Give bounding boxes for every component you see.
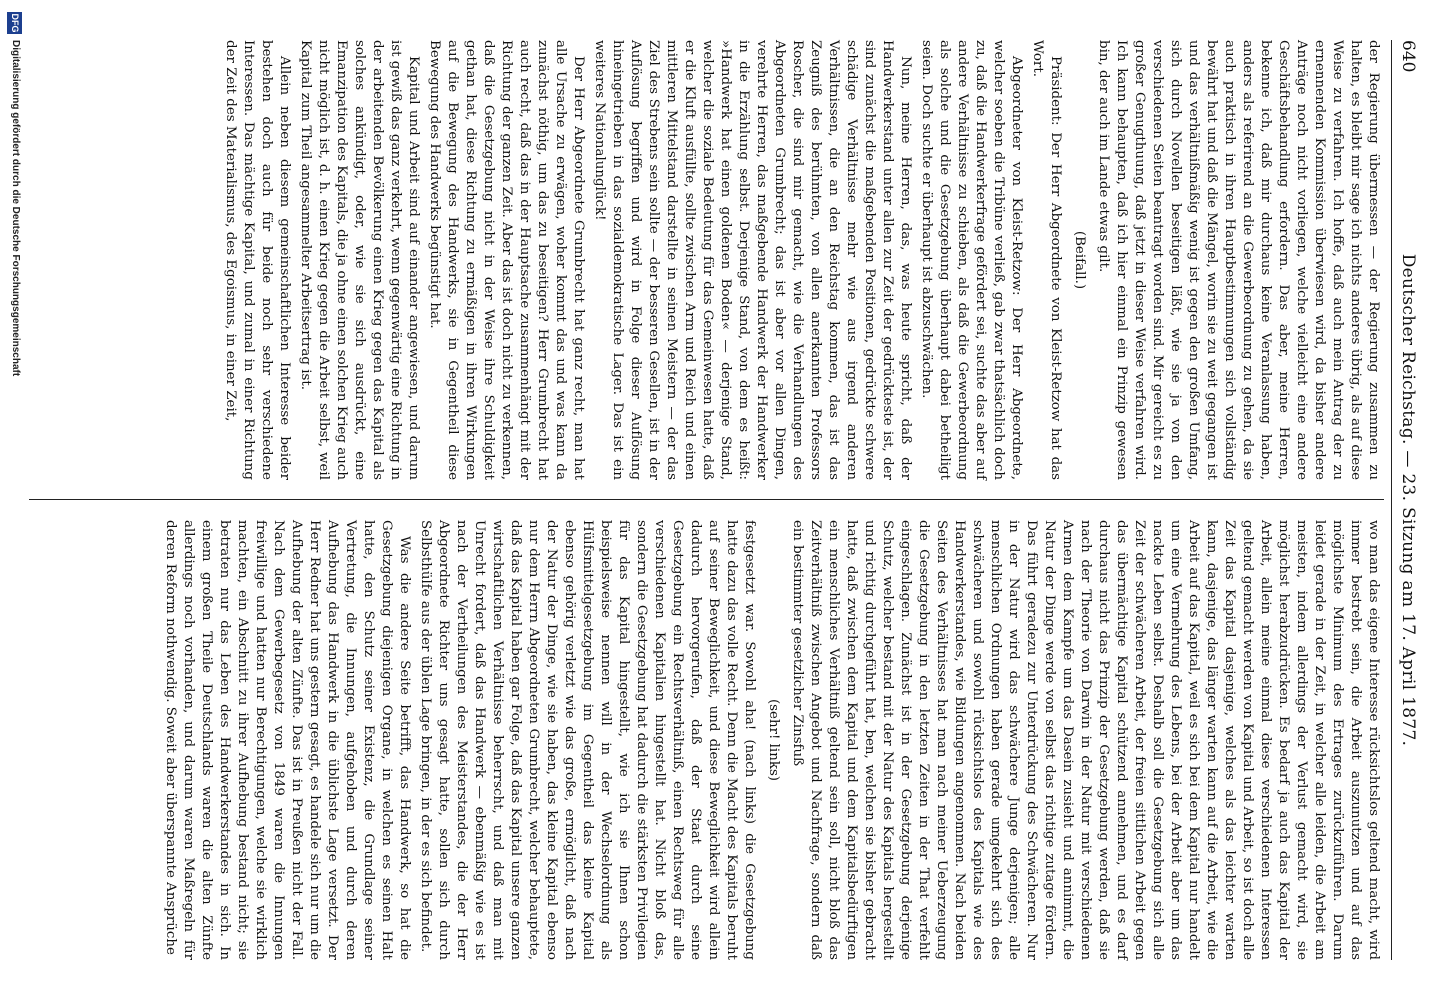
speech-paragraph: festgesetzt war. Sowohl aha! (nach links) die Gesetzgebung hatte dazu das volle Recht. Denn die Macht des Kapitals beruht auf seiner Beweglichkeit, und diese Beweglichkeit wird allein dadurch hervorgerufen, daß der Staat durch seine Gesetzgebung ein Rechtsverhältniß, einen Rechtsweg für alle verschiedenen Kapitalien hingestellt hat. Nicht bloß das, sondern die Gesetzgebung hat dadurch die stärksten Privilegien für das Kapital hingestellt, wie ich sie Ihnen schon beispielsweise nennen will in der Wechselordnung als Hülfsmittelgesetzgebung im Gegentheil das kleine Kapital ebenso gehörig verletzt wie das große, ermöglicht, daß nach der Natur der Dinge, wie sie haben, das kleine Kapital ebenso nur dem Herrn Abgeordneten Grumbrecht, welcher behauptete, daß das Kapital haben gar Folge, daß das Kapital unsere ganzen wirtschaftlichen Verhältnisse beherrscht, und daß man mit Unrecht fordert, daß das Handwerk — ebenmäßig wie es ist nach der Vertheilungen des Meisterstandes, die der Herr Abgeordnete Richter uns gesagt hatte, sollen sich durch Selbsthülfe aus der üblen Lage bringen, in der es sich befindet. xyxy=(418,520,757,960)
president-statement: Präsident: Der Herr Abgeordnete von Kleist-Retzow hat das Wort. xyxy=(1030,40,1063,480)
paragraph: der Regierung übermessen — der Regierung zusammen zu halten, es bleibt mir sage ich nichts anderes übrig, als auf diese Weise zu verfahren. Ich hoffe, daß auch mein Antrag der zu ernennenden Kommission überwiesen wird, da bisher andere Anträge noch nicht vorliegen, welche vielleicht eine andere Geschäftsbehandlung erfordern. Das aber, meine Herren, bekenne ich, daß mir durchaus keine Veranlassung haben, anders als referirend an die Gewerbeordnung zu gehen, da sie auch praktisch in ihren Hauptbestimmungen sich vollständig bewährt hat und daß die Mängel, worin sie zu weit gegangen ist und das verhältnißmäßig wenig ist gegen den großen Umfang, sich durch Novellen beseitigen läßt, wie sie ja von den verschiedenen Seiten beantragt worden sind. Mir gereicht es zu großer Genugthuung, daß jetzt in dieser Weise verfahren wird. Ich kann behaupten, daß ich hier einmal ein Prinzip gewesen bin, der auch im Lande etwas gilt. xyxy=(1096,40,1381,480)
speech-paragraph: Kapital und Arbeit sind auf einander angewiesen, und darum ist gewiß das ganz verkehrt, wenn gegenwärtig eine Richtung in der arbeitenden Bevölkerung einen Krieg gegen das Kapital als solches ankündigt, oder, wie sie sich ausdrückt, eine Emanzipation des Kapitals, die ja ohne einen solchen Krieg auch nicht möglich ist, d. h. einen Krieg gegen die Arbeit selbst, weil Kapital zum Theil angesammelter Arbeitsertrag ist. xyxy=(298,40,421,480)
right-column xyxy=(158,520,1382,960)
speech-paragraph: wo man das eigene Interesse rücksichtslos geltend macht, wird immer bestrebt sein, die Arbeit auszunutzen und auf das möglichste Minimum des Ertrages zurückzuführen. Darum leidet gerade in der Zeit, in welcher alle leiden, die Arbeit am meisten, indem allerdings der Verlust gemacht wird, sie möglichst herabzudrücken. Es bedarf ja auch das Kapital der Arbeit, allein meine einmal diese verschiedenen Interessen geltend gemacht werden von Kapital und Arbeit, so ist doch alle Zeit das Kapital dasjenige, welches als das leichter warten kann, dasjenige, das länger warten kann auf die Arbeit, wie die Arbeit auf das Kapital, weil es sich bei dem Kapital nur handelt um eine Vermehrung des Lebens, bei der Arbeit aber um das nackte Leben selbst. Deshalb soll die Gesetzgebung sich alle Zeit der schwächeren Arbeit, der freien sittlichen Arbeit gegen das übermächtige Kapital schützend annehmen, und es darf durchaus nicht das Prinzip der Gesetzgebung werden, daß sie nach der Theorie von Darwin in der Natur mit verschiedenen Armen dem Kampfe um das Dasein zusieht und annimmt, die Natur der Dinge werde von selbst das richtige zutage fördern. Das führt geradezu zur Unterdrückung des Schwächeren. Nur in der Natur wird das schwächere Junge derjenigen; alle menschlichen Ordnungen haben gerade umgekehrt sich des schwächeren und sowohl rücksichtslos des Kapitals wie des Handwerkerstandes, wie Bildungen angenommen. Nach beiden Seiten des Verhältnisses hat man nach meiner Ueberzeugung die Gesetzgebung in den letzten Zeiten in der That verfehlt eingeschlagen. Zunächst ist in der Gesetzgebung derjenige Schutz, welcher bestand mit der Natur des Kapitals hergestellt und richtig durchgeführt hat, ben, welchen sie bisher gebracht hatte, daß zwischen dem Kapital und dem Kapitalsbedürftigen ein menschliches Verhältniß geltend sein soll, nicht bloß das Zeitverhältniß zwischen Angebot und Nachfrage, sondern daß ein bestimmter gesetzlicher Zinsfuß xyxy=(790,520,1381,960)
digitization-credit: Digitalisierung gefördert durch die Deutsche Forschungsgemeinschaft xyxy=(10,40,21,377)
left-column xyxy=(218,40,1382,480)
column-divider xyxy=(29,499,1384,500)
page-number: 640 xyxy=(1398,40,1418,73)
speech-paragraph: Allein neben diesem gemeinschaftlichen Interesse beider bestehen doch auch für beide noch sehr verschiedene Interessen. Das mächtige Kapital, und zumal in einer Richtung der Zeit des Materialismus, des Egoismus, in einer Zeit, xyxy=(223,40,292,480)
dfg-logo-icon: DFG xyxy=(7,12,22,34)
speech-paragraph: Was die andere Seite betrifft, das Handwerk, so hat die Gesetzgebung diejenigen Organe, in welchen es seinen Halt hatte, den Schutz seiner Existenz, die Grundlage seiner Vertretung, die Innungen, aufgehoben und durch deren Aufhebung das Handwerk in die üblichste Lage versetzt. Der Herr Redner hat uns gestern gesagt, es handele sich nur um die Aufhebung der alten Zünfte. Das ist in Preußen nicht der Fall. Nach dem Gewerbegesetz von 1849 waren die Innungen freiwillige und hatten nur Berechtigungen, welche sie wirklich machten, ein Abschnitt zu ihrer Aufhebung bestand nicht; sie betraten nur das Leben des Handwerkerstandes in sich. In einem großen Theile Deutschlands waren die alten Zünfte allerdings noch vorhanden, und darum waren Maßregeln für deren Reform nothwendig. Soweit aber überspannte Ansprüche xyxy=(163,520,412,960)
speech-paragraph: Der Herr Abgeordnete Grumbrecht hat ganz recht, man hat alle Ursache zu erwägen, woher kommt das und was kann da zunächst nöthig, um das zu beseitigen? Herr Grumbrecht hat auch recht, daß das in der Hauptsache zusammenhängt mit der Richtung der ganzen Zeit. Aber das ist doch nicht zu verkennen, daß die Gesetzgebung nicht in der Weise ihre Schuldigkeit gethan hat, diese Richtung zu ermäßigen in ihren Wirkungen auf die Bewegung des Handwerks, sie in Gegentheil diese Bewegung des Handwerks begünstigt hat. xyxy=(427,40,586,480)
speech-paragraph: Abgeordneter von Kleist-Retzow: Der Herr Abgeordnete, welcher soeben die Tribüne verließ, gab zwar thatsächlich doch zu, daß die Handwerkerfrage gefördert sei, suchte das aber auf andere Verhältnisse zu schieben, als daß die Gewerbeordnung als solche und die Gesetzgebung überhaupt dabei betheiligt seien. Doch suchte er überhaupt ist abzuschwächen. xyxy=(919,40,1024,480)
speech-paragraph: Nun, meine Herren, das, was heute spricht, daß der Handwerkerstand unter allen zur Zeit der gedrückteste ist, der sind zunächst die maßgebenden Positionen, gedrückte schwere schädige Verhältnisse mehr wie aus irgend anderen Verhältnissen, die an den Reichstag kommen, das ist das Zeugniß des berühmten, von allen anerkannten Professors Roscher, die sind mir gemacht, wie die Verhandlungen des Abgeordneten Grumbrecht; das ist aber vor allen Dingen, verehrte Herren, das maßgebende Handwerk der Handwerker in die Erzählung selbst. Derjenige Stand, von dem es heißt: »Handwerk hat einen goldenen Boden« — derjenige Stand, welcher die soziale Bedeutung für das Gemeinwesen hatte, daß er die Kluft ausfüllte, sollte zwischen Arm und Reich und einen mittleren Mittelstand darstellte in seinen Meistern — der das Ziel des Strebens sein sollte — der besseren Gesellen, ist in der Auflösung begriffen und wird in Folge dieser Auflösung hineingetrieben in das sozialdemokratische Lager. Das ist ein weiteres Nationalunglück! xyxy=(592,40,913,480)
running-title: Deutscher Reichstag. — 23. Sitzung am 17. April 1877. xyxy=(1398,253,1418,747)
page-footer xyxy=(0,0,26,1000)
interjection-note: (sehr! links) xyxy=(766,698,781,782)
page-header xyxy=(1391,40,1422,960)
applause-note: (Beifall.) xyxy=(1072,230,1087,290)
